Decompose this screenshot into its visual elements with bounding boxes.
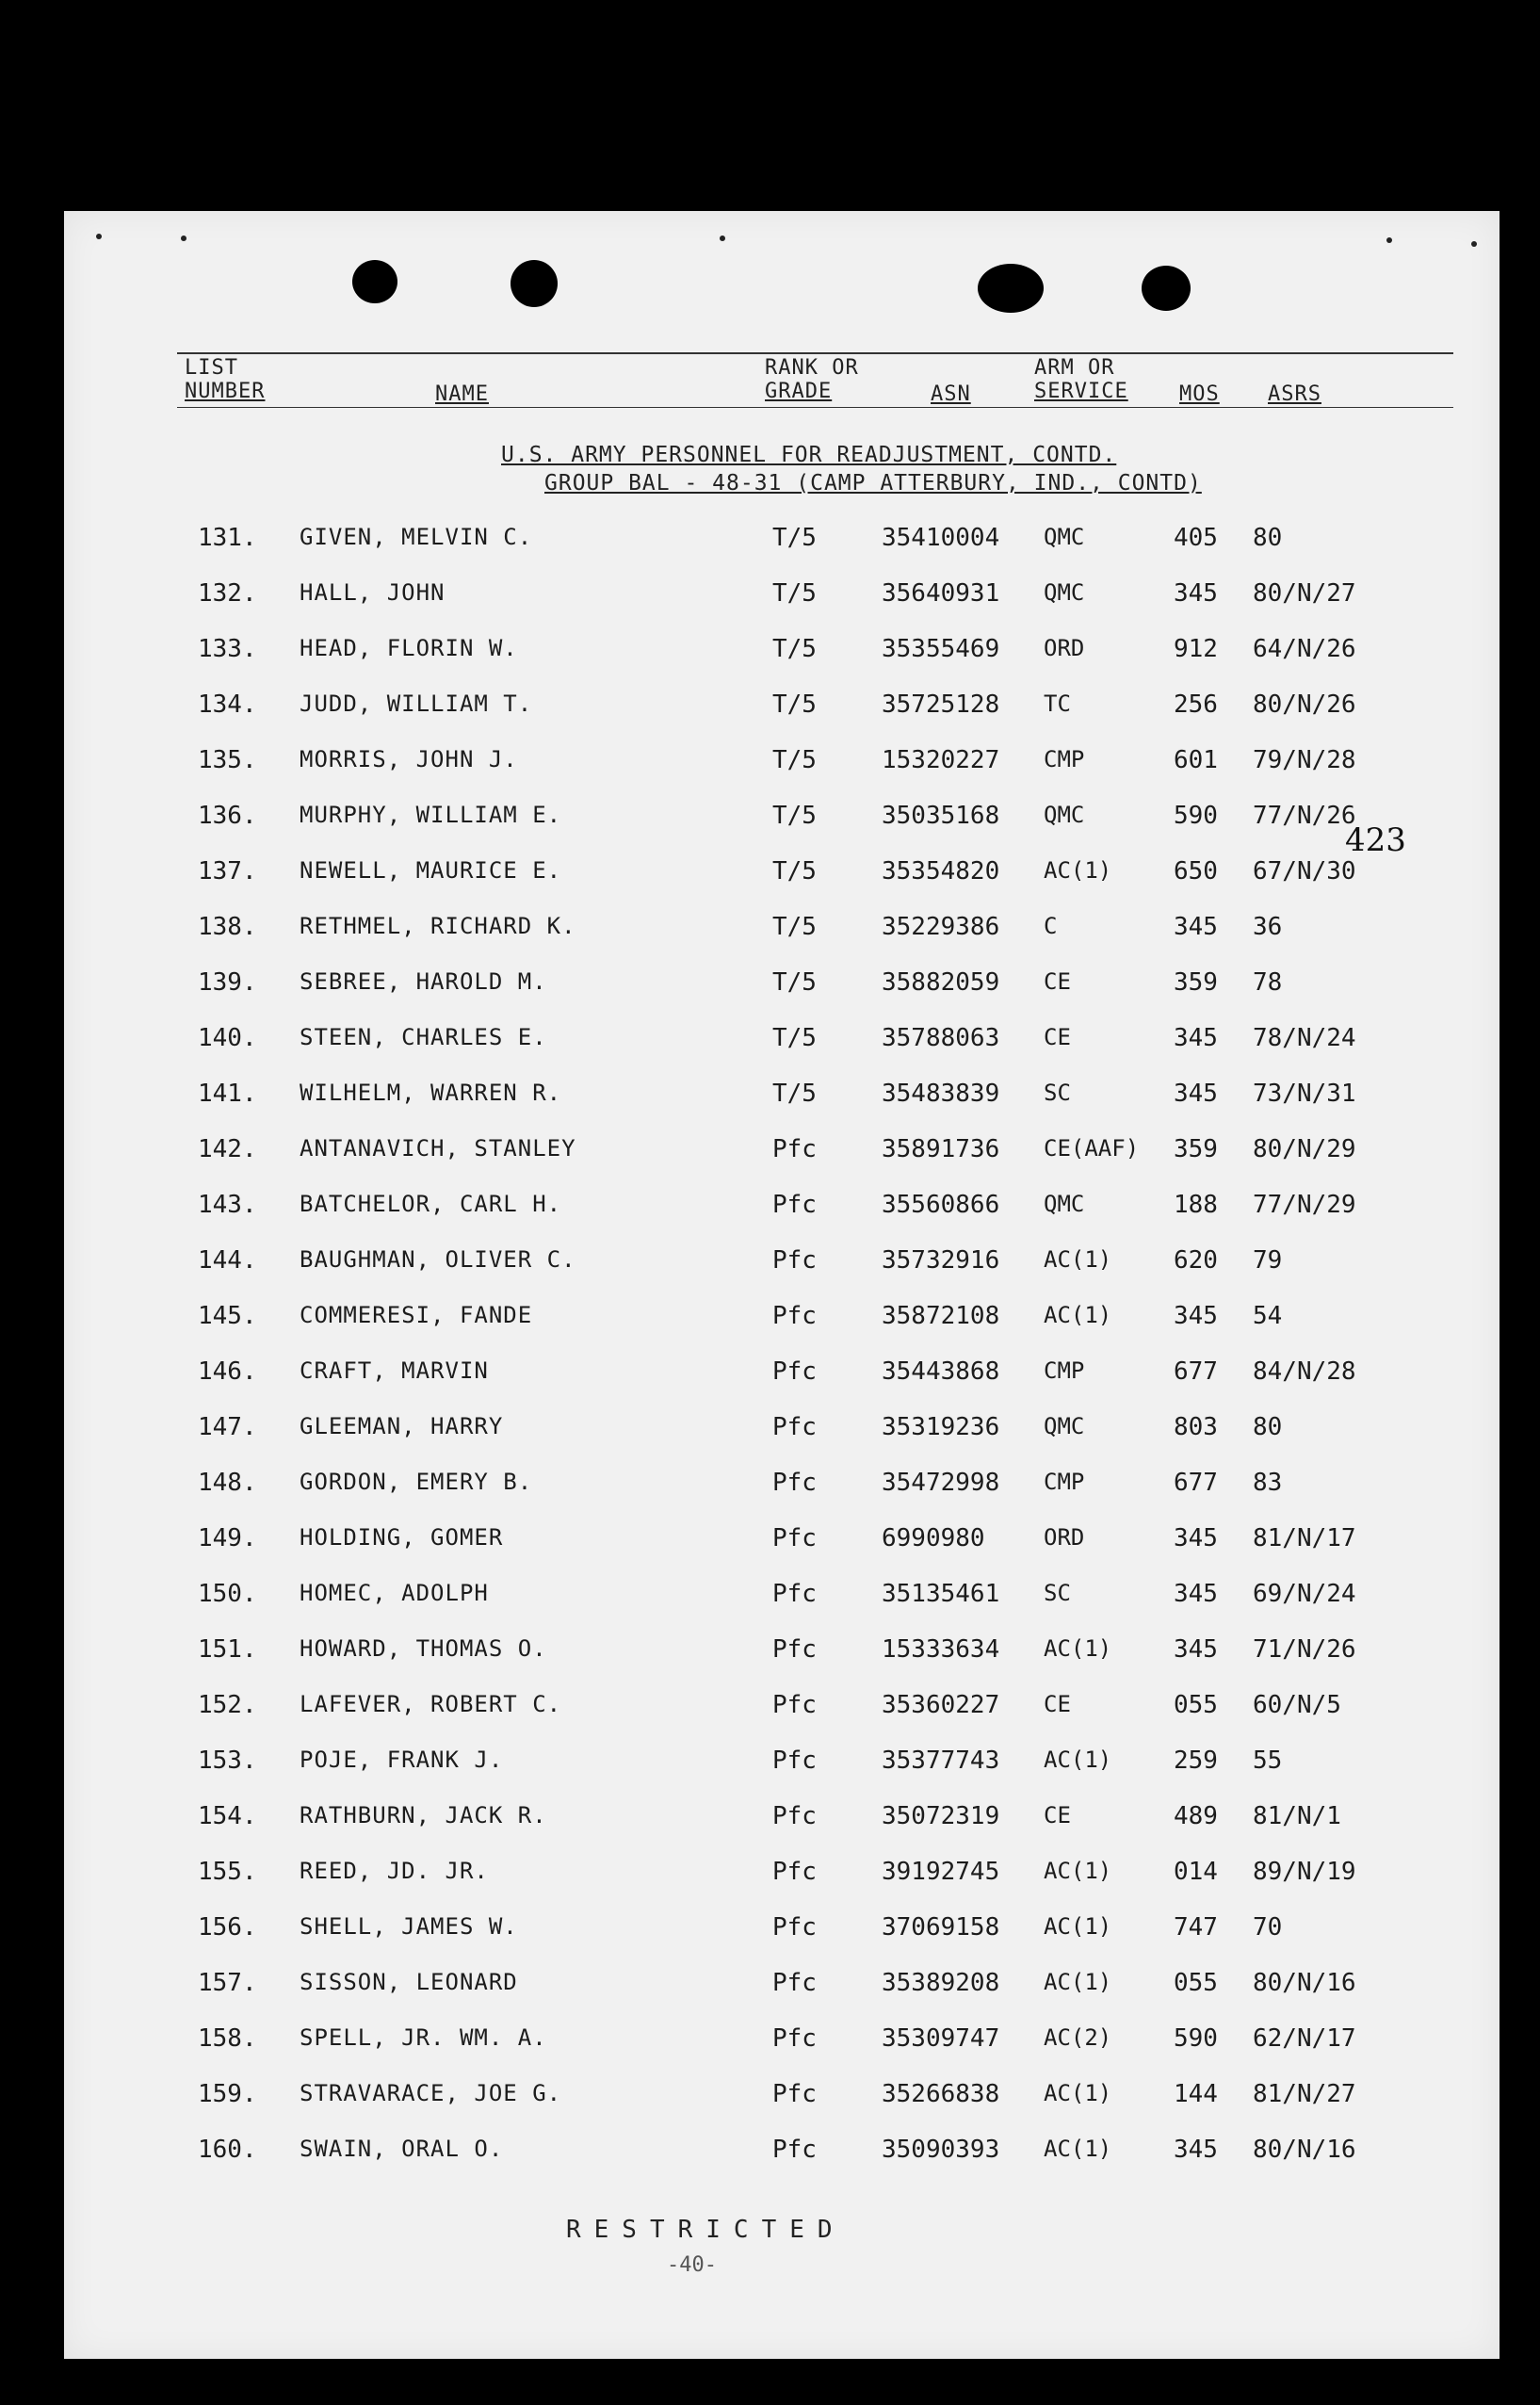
list-row — [64, 2024, 1499, 2079]
list-row — [64, 524, 1499, 578]
rank-grade: Pfc — [772, 1302, 817, 1330]
serial-number: 35483839 — [882, 1080, 1000, 1108]
person-name: SPELL, JR. WM. A. — [300, 2024, 547, 2051]
list-number: 135. — [198, 746, 257, 774]
serial-number: 35355469 — [882, 635, 1000, 663]
mos-code: 359 — [1174, 968, 1218, 997]
list-number: 158. — [198, 2024, 257, 2053]
list-row — [64, 1080, 1499, 1134]
margin-note: 423 — [1345, 821, 1406, 859]
mos-code: 590 — [1174, 802, 1218, 830]
serial-number: 35319236 — [882, 1413, 1000, 1441]
arm-service: ORD — [1044, 635, 1085, 661]
list-row — [64, 1302, 1499, 1357]
arm-service: CE — [1044, 1691, 1071, 1717]
person-name: RATHBURN, JACK R. — [300, 1802, 547, 1828]
person-name: HOLDING, GOMER — [300, 1524, 504, 1551]
restricted-marking: RESTRICTED — [566, 2216, 846, 2244]
header-top-rule — [177, 352, 1453, 354]
punch-hole — [511, 260, 558, 307]
person-name: HALL, JOHN — [300, 579, 446, 606]
rank-grade: T/5 — [772, 968, 817, 997]
arm-service: CE — [1044, 1024, 1071, 1050]
arm-service: AC(1) — [1044, 1747, 1112, 1773]
speck — [96, 234, 102, 239]
arm-service: AC(1) — [1044, 2136, 1112, 2162]
list-row — [64, 691, 1499, 745]
arm-service: AC(2) — [1044, 2024, 1112, 2051]
arm-service: AC(1) — [1044, 1969, 1112, 1995]
serial-number: 35725128 — [882, 691, 1000, 719]
person-name: POJE, FRANK J. — [300, 1747, 504, 1773]
list-row — [64, 1802, 1499, 1857]
person-name: MURPHY, WILLIAM E. — [300, 802, 562, 828]
serial-number: 35035168 — [882, 802, 1000, 830]
person-name: SISSON, LEONARD — [300, 1969, 518, 1995]
asrs-score: 55 — [1253, 1747, 1283, 1775]
asrs-score: 73/N/31 — [1253, 1080, 1356, 1108]
mos-code: 590 — [1174, 2024, 1218, 2053]
mos-code: 188 — [1174, 1191, 1218, 1219]
speck — [1386, 237, 1392, 243]
serial-number: 35472998 — [882, 1469, 1000, 1497]
person-name: COMMERESI, FANDE — [300, 1302, 533, 1328]
list-number: 160. — [198, 2136, 257, 2164]
person-name: SHELL, JAMES W. — [300, 1913, 518, 1940]
mos-code: 405 — [1174, 524, 1218, 552]
person-name: WILHELM, WARREN R. — [300, 1080, 562, 1106]
header-asrs: ASRS — [1268, 382, 1321, 406]
serial-number: 35354820 — [882, 857, 1000, 886]
list-row — [64, 579, 1499, 634]
rank-grade: Pfc — [772, 2136, 817, 2164]
rank-grade: Pfc — [772, 1135, 817, 1163]
person-name: BATCHELOR, CARL H. — [300, 1191, 562, 1217]
mos-code: 055 — [1174, 1969, 1218, 1997]
header-name: NAME — [435, 382, 489, 406]
list-number: 157. — [198, 1969, 257, 1997]
arm-service: AC(1) — [1044, 1858, 1112, 1884]
rank-grade: Pfc — [772, 1802, 817, 1830]
list-row — [64, 2080, 1499, 2135]
list-number: 144. — [198, 1246, 257, 1275]
list-row — [64, 1691, 1499, 1746]
list-row — [64, 1135, 1499, 1190]
rank-grade: Pfc — [772, 1357, 817, 1386]
asrs-score: 64/N/26 — [1253, 635, 1356, 663]
mos-code: 259 — [1174, 1747, 1218, 1775]
person-name: STEEN, CHARLES E. — [300, 1024, 547, 1050]
section-title: U.S. ARMY PERSONNEL FOR READJUSTMENT, CONTD. — [501, 443, 1117, 467]
serial-number: 35090393 — [882, 2136, 1000, 2164]
asrs-score: 77/N/29 — [1253, 1191, 1356, 1219]
rank-grade: Pfc — [772, 1969, 817, 1997]
list-row — [64, 1357, 1499, 1412]
mos-code: 345 — [1174, 1580, 1218, 1608]
person-name: REED, JD. JR. — [300, 1858, 489, 1884]
list-row — [64, 1469, 1499, 1523]
list-row — [64, 1913, 1499, 1968]
asrs-score: 78 — [1253, 968, 1283, 997]
mos-code: 014 — [1174, 1858, 1218, 1886]
mos-code: 345 — [1174, 579, 1218, 608]
serial-number: 35309747 — [882, 2024, 1000, 2053]
punch-hole — [352, 260, 397, 303]
rank-grade: Pfc — [772, 1913, 817, 1942]
list-number: 152. — [198, 1691, 257, 1719]
mos-code: 345 — [1174, 1302, 1218, 1330]
list-row — [64, 857, 1499, 912]
mos-code: 345 — [1174, 913, 1218, 941]
asrs-score: 80 — [1253, 524, 1283, 552]
arm-service: CMP — [1044, 1357, 1085, 1384]
header-bottom-rule — [177, 407, 1453, 408]
list-number: 155. — [198, 1858, 257, 1886]
arm-service: QMC — [1044, 802, 1085, 828]
document-page — [64, 211, 1499, 2359]
person-name: HOMEC, ADOLPH — [300, 1580, 489, 1606]
asrs-score: 69/N/24 — [1253, 1580, 1356, 1608]
list-row — [64, 1246, 1499, 1301]
asrs-score: 84/N/28 — [1253, 1357, 1356, 1386]
asrs-score: 80/N/16 — [1253, 2136, 1356, 2164]
list-row — [64, 1747, 1499, 1801]
mos-code: 677 — [1174, 1357, 1218, 1386]
rank-grade: Pfc — [772, 1524, 817, 1552]
person-name: HOWARD, THOMAS O. — [300, 1635, 547, 1662]
serial-number: 35443868 — [882, 1357, 1000, 1386]
arm-service: AC(1) — [1044, 857, 1112, 884]
punch-hole — [978, 264, 1044, 313]
arm-service: AC(1) — [1044, 1302, 1112, 1328]
asrs-score: 89/N/19 — [1253, 1858, 1356, 1886]
rank-grade: T/5 — [772, 579, 817, 608]
rank-grade: T/5 — [772, 746, 817, 774]
arm-service: CE(AAF) — [1044, 1135, 1140, 1162]
serial-number: 15320227 — [882, 746, 1000, 774]
serial-number: 35640931 — [882, 579, 1000, 608]
serial-number: 35410004 — [882, 524, 1000, 552]
speck — [1471, 241, 1477, 247]
list-row — [64, 1635, 1499, 1690]
arm-service: CMP — [1044, 1469, 1085, 1495]
rank-grade: Pfc — [772, 1246, 817, 1275]
mos-code: 256 — [1174, 691, 1218, 719]
asrs-score: 80/N/29 — [1253, 1135, 1356, 1163]
list-number: 159. — [198, 2080, 257, 2108]
serial-number: 35560866 — [882, 1191, 1000, 1219]
person-name: GLEEMAN, HARRY — [300, 1413, 504, 1439]
person-name: HEAD, FLORIN W. — [300, 635, 518, 661]
mos-code: 677 — [1174, 1469, 1218, 1497]
serial-number: 35266838 — [882, 2080, 1000, 2108]
rank-grade: T/5 — [772, 524, 817, 552]
list-number: 146. — [198, 1357, 257, 1386]
person-name: BAUGHMAN, OLIVER C. — [300, 1246, 576, 1273]
list-row — [64, 2136, 1499, 2190]
rank-grade: Pfc — [772, 1580, 817, 1608]
list-number: 153. — [198, 1747, 257, 1775]
list-row — [64, 1524, 1499, 1579]
mos-code: 345 — [1174, 1080, 1218, 1108]
asrs-score: 81/N/27 — [1253, 2080, 1356, 2108]
person-name: CRAFT, MARVIN — [300, 1357, 489, 1384]
asrs-score: 80/N/16 — [1253, 1969, 1356, 1997]
arm-service: SC — [1044, 1580, 1071, 1606]
list-number: 136. — [198, 802, 257, 830]
serial-number: 35229386 — [882, 913, 1000, 941]
list-number: 133. — [198, 635, 257, 663]
rank-grade: T/5 — [772, 802, 817, 830]
mos-code: 747 — [1174, 1913, 1218, 1942]
mos-code: 345 — [1174, 2136, 1218, 2164]
list-number: 143. — [198, 1191, 257, 1219]
serial-number: 35360227 — [882, 1691, 1000, 1719]
person-name: MORRIS, JOHN J. — [300, 746, 518, 772]
list-row — [64, 913, 1499, 967]
serial-number: 35882059 — [882, 968, 1000, 997]
list-number: 139. — [198, 968, 257, 997]
asrs-score: 54 — [1253, 1302, 1283, 1330]
list-row — [64, 1580, 1499, 1634]
arm-service: AC(1) — [1044, 1913, 1112, 1940]
arm-service: CE — [1044, 968, 1071, 995]
mos-code: 345 — [1174, 1524, 1218, 1552]
asrs-score: 81/N/1 — [1253, 1802, 1341, 1830]
asrs-score: 62/N/17 — [1253, 2024, 1356, 2053]
rank-grade: Pfc — [772, 1469, 817, 1497]
mos-code: 620 — [1174, 1246, 1218, 1275]
asrs-score: 60/N/5 — [1253, 1691, 1341, 1719]
list-row — [64, 1024, 1499, 1079]
arm-service: QMC — [1044, 1413, 1085, 1439]
section-subtitle: GROUP BAL - 48-31 (CAMP ATTERBURY, IND., CONTD) — [544, 471, 1202, 496]
rank-grade: Pfc — [772, 1858, 817, 1886]
person-name: JUDD, WILLIAM T. — [300, 691, 533, 717]
serial-number: 35732916 — [882, 1246, 1000, 1275]
arm-service: AC(1) — [1044, 1635, 1112, 1662]
person-name: STRAVARACE, JOE G. — [300, 2080, 562, 2106]
asrs-score: 81/N/17 — [1253, 1524, 1356, 1552]
rank-grade: T/5 — [772, 1024, 817, 1052]
arm-service: ORD — [1044, 1524, 1085, 1551]
person-name: ANTANAVICH, STANLEY — [300, 1135, 576, 1162]
list-row — [64, 1413, 1499, 1468]
arm-service: CMP — [1044, 746, 1085, 772]
rank-grade: T/5 — [772, 635, 817, 663]
mos-code: 803 — [1174, 1413, 1218, 1441]
rank-grade: T/5 — [772, 913, 817, 941]
list-number: 150. — [198, 1580, 257, 1608]
arm-service: QMC — [1044, 524, 1085, 550]
rank-grade: T/5 — [772, 1080, 817, 1108]
asrs-score: 80/N/26 — [1253, 691, 1356, 719]
serial-number: 35788063 — [882, 1024, 1000, 1052]
list-row — [64, 802, 1499, 856]
serial-number: 35891736 — [882, 1135, 1000, 1163]
serial-number: 35377743 — [882, 1747, 1000, 1775]
rank-grade: Pfc — [772, 1413, 817, 1441]
list-row — [64, 1858, 1499, 1912]
asrs-score: 77/N/26 — [1253, 802, 1356, 830]
serial-number: 6990980 — [882, 1524, 985, 1552]
rank-grade: Pfc — [772, 1191, 817, 1219]
speck — [181, 236, 186, 241]
mos-code: 489 — [1174, 1802, 1218, 1830]
mos-code: 345 — [1174, 1024, 1218, 1052]
asrs-score: 36 — [1253, 913, 1283, 941]
serial-number: 39192745 — [882, 1858, 1000, 1886]
person-name: SWAIN, ORAL O. — [300, 2136, 504, 2162]
mos-code: 359 — [1174, 1135, 1218, 1163]
list-row — [64, 635, 1499, 690]
list-number: 156. — [198, 1913, 257, 1942]
rank-grade: Pfc — [772, 1747, 817, 1775]
rank-grade: T/5 — [772, 691, 817, 719]
serial-number: 35135461 — [882, 1580, 1000, 1608]
arm-service: QMC — [1044, 579, 1085, 606]
person-name: GIVEN, MELVIN C. — [300, 524, 533, 550]
serial-number: 35872108 — [882, 1302, 1000, 1330]
arm-service: AC(1) — [1044, 1246, 1112, 1273]
list-number: 148. — [198, 1469, 257, 1497]
list-number: 140. — [198, 1024, 257, 1052]
person-name: SEBREE, HAROLD M. — [300, 968, 547, 995]
asrs-score: 71/N/26 — [1253, 1635, 1356, 1664]
asrs-score: 70 — [1253, 1913, 1283, 1942]
person-name: NEWELL, MAURICE E. — [300, 857, 562, 884]
list-number: 142. — [198, 1135, 257, 1163]
list-number: 137. — [198, 857, 257, 886]
person-name: RETHMEL, RICHARD K. — [300, 913, 576, 939]
list-number: 138. — [198, 913, 257, 941]
person-name: LAFEVER, ROBERT C. — [300, 1691, 562, 1717]
rank-grade: Pfc — [772, 1635, 817, 1664]
asrs-score: 67/N/30 — [1253, 857, 1356, 886]
header-list-number: LIST NUMBER — [185, 356, 266, 403]
arm-service: QMC — [1044, 1191, 1085, 1217]
arm-service: AC(1) — [1044, 2080, 1112, 2106]
serial-number: 37069158 — [882, 1913, 1000, 1942]
list-number: 141. — [198, 1080, 257, 1108]
list-row — [64, 746, 1499, 801]
list-row — [64, 1969, 1499, 2023]
list-number: 154. — [198, 1802, 257, 1830]
rank-grade: Pfc — [772, 2024, 817, 2053]
asrs-score: 79 — [1253, 1246, 1283, 1275]
asrs-score: 80 — [1253, 1413, 1283, 1441]
rank-grade: Pfc — [772, 2080, 817, 2108]
list-number: 151. — [198, 1635, 257, 1664]
mos-code: 912 — [1174, 635, 1218, 663]
mos-code: 055 — [1174, 1691, 1218, 1719]
list-number: 134. — [198, 691, 257, 719]
asrs-score: 83 — [1253, 1469, 1283, 1497]
rank-grade: T/5 — [772, 857, 817, 886]
mos-code: 650 — [1174, 857, 1218, 886]
arm-service: TC — [1044, 691, 1071, 717]
list-number: 147. — [198, 1413, 257, 1441]
asrs-score: 79/N/28 — [1253, 746, 1356, 774]
rank-grade: Pfc — [772, 1691, 817, 1719]
serial-number: 35389208 — [882, 1969, 1000, 1997]
list-number: 132. — [198, 579, 257, 608]
serial-number: 35072319 — [882, 1802, 1000, 1830]
speck — [720, 236, 725, 241]
header-mos: MOS — [1179, 382, 1220, 406]
list-number: 145. — [198, 1302, 257, 1330]
mos-code: 144 — [1174, 2080, 1218, 2108]
serial-number: 15333634 — [882, 1635, 1000, 1664]
header-asn: ASN — [931, 382, 971, 406]
list-row — [64, 1191, 1499, 1245]
mos-code: 601 — [1174, 746, 1218, 774]
asrs-score: 80/N/27 — [1253, 579, 1356, 608]
header-arm: ARM OR SERVICE — [1034, 356, 1128, 403]
arm-service: SC — [1044, 1080, 1071, 1106]
list-row — [64, 968, 1499, 1023]
punch-hole — [1142, 266, 1191, 311]
person-name: GORDON, EMERY B. — [300, 1469, 533, 1495]
arm-service: CE — [1044, 1802, 1071, 1828]
mos-code: 345 — [1174, 1635, 1218, 1664]
list-number: 149. — [198, 1524, 257, 1552]
list-number: 131. — [198, 524, 257, 552]
page-number: -40- — [667, 2253, 717, 2277]
asrs-score: 78/N/24 — [1253, 1024, 1356, 1052]
header-rank: RANK OR GRADE — [765, 356, 859, 403]
arm-service: C — [1044, 913, 1058, 939]
